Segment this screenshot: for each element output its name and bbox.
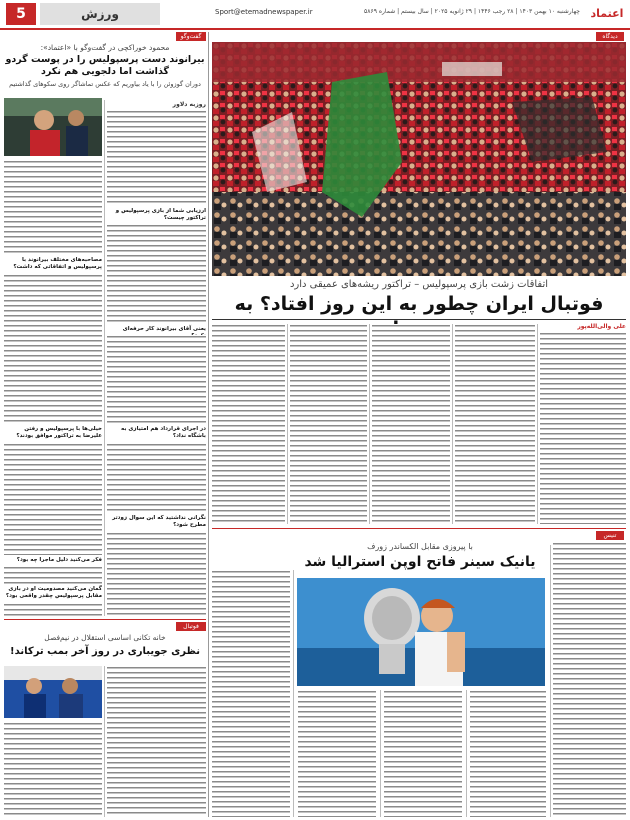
main-kicker: اتفاقات زشت بازی پرسپولیس – تراکتور ریشه‌های عمیقی دارد xyxy=(289,279,549,290)
interview-body-column-1c xyxy=(107,335,206,423)
section-divider xyxy=(212,528,626,529)
page-number: 5 xyxy=(6,3,36,25)
tennis-trophy-photo xyxy=(297,578,545,686)
interview-body-column-2e xyxy=(4,603,102,616)
section-divider xyxy=(4,619,206,620)
column-rule xyxy=(550,545,551,817)
esteghlal-body-column-2 xyxy=(4,722,102,817)
interview-byline: روزبه دلاور xyxy=(172,101,206,108)
section-name: ورزش xyxy=(40,3,160,25)
tennis-kicker: با پیروزی مقابل الکساندر زورف xyxy=(367,542,473,551)
football-category-label: فوتبال xyxy=(176,622,206,631)
column-rule xyxy=(466,690,467,817)
interview-question: گمان می‌کنید مصدومیت او در بازی مقابل پرسپولیس چقدر واقعی بود؟ xyxy=(5,586,102,599)
main-body-column-4 xyxy=(290,324,367,524)
tennis-headline[interactable]: یانیک سینر فاتح اوپن استرالیا شد xyxy=(304,554,536,570)
dateline: چهارشنبه ۱۰ بهمن ۱۴۰۳ | ۲۸ رجب ۱۴۴۶ | ۲۹ ژانویه ۲۰۲۵ | سال بیستم | شماره ۵۸۶۹ xyxy=(364,8,580,15)
column-rule xyxy=(293,570,294,817)
tennis-body-column-3 xyxy=(384,690,462,817)
main-category-label: دیدگاه xyxy=(596,32,624,41)
interview-category-label: گفت‌وگو xyxy=(176,32,206,41)
esteghlal-photo xyxy=(4,666,102,718)
column-rule xyxy=(287,324,288,524)
main-body-column-1 xyxy=(540,332,626,524)
interview-question: ارزیابی شما از بازی پرسپولیس و تراکتور چیست؟ xyxy=(115,208,206,221)
column-rule xyxy=(104,666,105,817)
main-headline[interactable]: فوتبال ایران چطور به این روز افتاد؟ به xyxy=(234,293,604,315)
goalkeeper-photo xyxy=(4,98,102,156)
interview-headline[interactable]: بیرانوند دست پرسپولیس را در پوست گردو گذاشت اما دلجویی هم نکرد xyxy=(5,54,205,77)
main-author: علی والی‌الله‌پور xyxy=(577,323,626,330)
main-body-column-3 xyxy=(372,324,450,524)
tennis-category-label: تنیس xyxy=(596,531,624,540)
interview-body-column-1e xyxy=(107,532,206,616)
masthead-bar xyxy=(0,0,630,30)
column-rule xyxy=(537,324,538,524)
interview-body-column-1d xyxy=(107,443,206,513)
interview-question: در اجرای قرارداد هم امتیازی به باشگاه نداد؟ xyxy=(121,426,206,439)
esteghlal-headline[interactable]: نظری جویباری در روز آخر بمب ترکاند! xyxy=(10,646,200,657)
goalkeeper-image xyxy=(4,98,102,156)
esteghlal-body-column-1 xyxy=(107,666,206,817)
interview-body-column-1a xyxy=(107,110,206,205)
column-rule xyxy=(104,100,105,616)
interview-question: فکر می‌کنید دلیل ماجرا چه بود؟ xyxy=(16,557,102,563)
interview-body-column-1b xyxy=(107,224,206,324)
interview-body-column-2b xyxy=(4,274,102,424)
interview-question: یعنی آقای بیرانوند کار حرفه‌ای xyxy=(122,326,206,332)
crowd-image xyxy=(212,42,626,276)
column-rule xyxy=(369,324,370,524)
main-body-column-5 xyxy=(212,324,285,524)
interview-kicker: محمود خوراکچی در گفت‌وگو با «اعتماد»: xyxy=(40,43,170,52)
newspaper-logo: اعتماد xyxy=(590,7,624,20)
column-rule xyxy=(452,324,453,524)
tennis-body-column-5 xyxy=(212,570,290,817)
interview-question: نگرانی نداشتید که این سوال زودتر مطرح شود؟ xyxy=(112,515,206,528)
interview-body-column-2c xyxy=(4,443,102,555)
interview-body-column-2d xyxy=(4,566,102,584)
esteghlal-kicker: خانه تکانی اساسی استقلال در نیم‌فصل xyxy=(44,633,166,642)
interview-body-column-2a xyxy=(4,160,102,255)
column-rule xyxy=(380,690,381,817)
esteghlal-image xyxy=(4,666,102,718)
interview-subtitle: دوران گوزوئن را با یاد بیاوریم که عکس تماشاگر روی سکوهای گذاشتیم xyxy=(9,80,201,88)
page-column-divider xyxy=(208,32,209,817)
interview-question: خیلی‌ها با پرسپولیس و رفتن علیرضا به تراکتور موافق بودند؟ xyxy=(16,426,102,439)
tennis-player-image xyxy=(297,578,545,686)
stadium-crowd-photo xyxy=(212,42,626,276)
tennis-body-column-2 xyxy=(470,690,546,817)
main-body-column-2 xyxy=(455,324,535,524)
tennis-body-column-4 xyxy=(298,690,376,817)
headline-rule xyxy=(212,319,626,320)
interview-question: مصاحبه‌های مختلف بیرانوند با پرسپولیس و اتفاقاتی که داشت؟ xyxy=(13,257,102,270)
tennis-body-column-1 xyxy=(553,542,626,817)
section-email[interactable]: Sport@etemadnewspaper.ir xyxy=(215,8,313,16)
